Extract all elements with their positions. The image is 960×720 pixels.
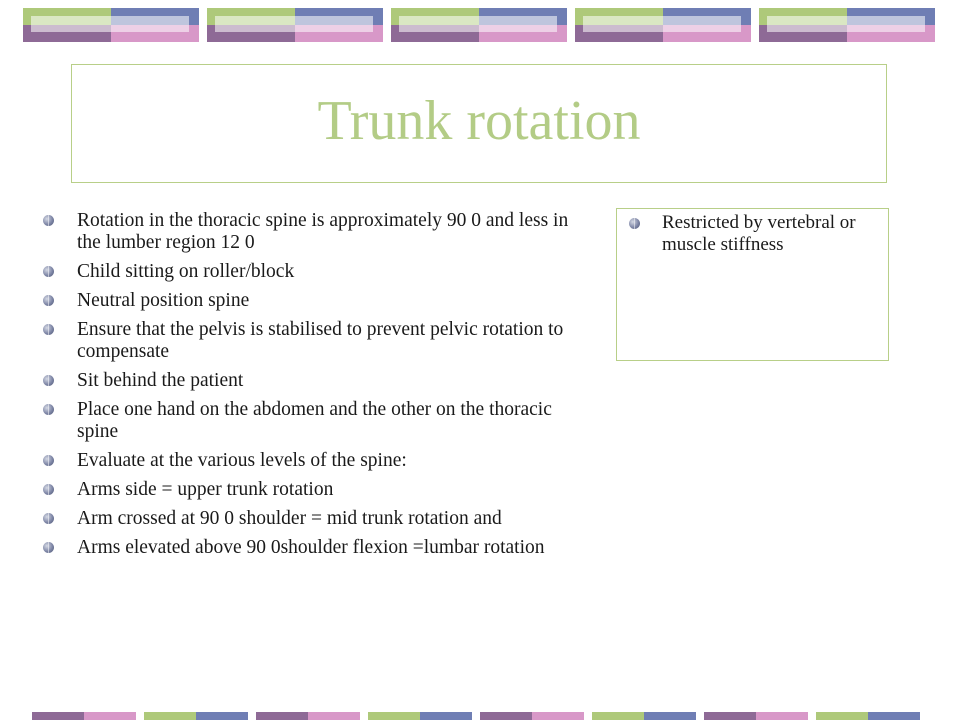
- decor-block: [759, 8, 935, 42]
- list-item: [40, 450, 580, 472]
- decor-segment: [480, 712, 532, 720]
- decor-block: [207, 8, 383, 42]
- decor-segment: [816, 712, 868, 720]
- bullet-text: Arm crossed at 90 0 shoulder = mid trunk rotation and: [77, 508, 502, 529]
- decor-block: [391, 8, 567, 42]
- bullet-text: Child sitting on roller/block: [77, 261, 295, 282]
- bullet-list: [40, 210, 580, 566]
- decor-segment: [532, 712, 584, 720]
- bullet-icon: [43, 484, 54, 495]
- decor-block: [575, 8, 751, 42]
- decor-segment: [868, 712, 920, 720]
- list-item: [40, 537, 580, 559]
- list-item: [40, 261, 580, 283]
- decor-segment: [644, 712, 696, 720]
- bullet-text: Place one hand on the abdomen and the other on the thoracic spine: [77, 399, 552, 442]
- bullet-text: Rotation in the thoracic spine is approximately 90 0 and less in the lumber region 12 0: [77, 210, 569, 253]
- bullet-icon: [43, 404, 54, 415]
- decor-segment: [84, 712, 136, 720]
- top-decorative-band: [0, 0, 960, 50]
- bullet-text: Ensure that the pelvis is stabilised to prevent pelvic rotation to compensate: [77, 319, 564, 362]
- bullet-icon: [43, 215, 54, 226]
- decor-segment: [756, 712, 808, 720]
- side-note-text: Restricted by vertebral or muscle stiffness: [662, 212, 856, 255]
- slide-title: Trunk rotation: [317, 89, 641, 152]
- bullet-icon: [43, 295, 54, 306]
- bullet-icon: [43, 513, 54, 524]
- side-note-list: [617, 209, 888, 256]
- decor-segment: [144, 712, 196, 720]
- list-item: [40, 210, 580, 254]
- list-item: [617, 212, 880, 256]
- side-note-box: [616, 208, 889, 361]
- list-item: [40, 290, 580, 312]
- bullet-text: Arms side = upper trunk rotation: [77, 479, 334, 500]
- bullet-icon: [43, 324, 54, 335]
- bullet-text: Sit behind the patient: [77, 370, 244, 391]
- list-item: [40, 508, 580, 530]
- decor-segment: [420, 712, 472, 720]
- bullet-icon: [43, 542, 54, 553]
- decor-segment: [308, 712, 360, 720]
- bullet-text: Arms elevated above 90 0shoulder flexion =lumbar rotation: [77, 537, 545, 558]
- decor-segment: [256, 712, 308, 720]
- bottom-decorative-band: [0, 712, 960, 720]
- list-item: [40, 479, 580, 501]
- decor-segment: [368, 712, 420, 720]
- bullet-icon: [43, 375, 54, 386]
- title-box: [71, 64, 887, 183]
- decor-segment: [704, 712, 756, 720]
- decor-segment: [196, 712, 248, 720]
- list-item: [40, 370, 580, 392]
- bullet-icon: [43, 266, 54, 277]
- bullet-text: Neutral position spine: [77, 290, 250, 311]
- list-item: [40, 399, 580, 443]
- bullet-icon: [43, 455, 54, 466]
- bullet-text: Evaluate at the various levels of the spine:: [77, 450, 407, 471]
- list-item: [40, 319, 580, 363]
- decor-segment: [32, 712, 84, 720]
- decor-block: [23, 8, 199, 42]
- decor-segment: [592, 712, 644, 720]
- bullet-icon: [629, 218, 640, 229]
